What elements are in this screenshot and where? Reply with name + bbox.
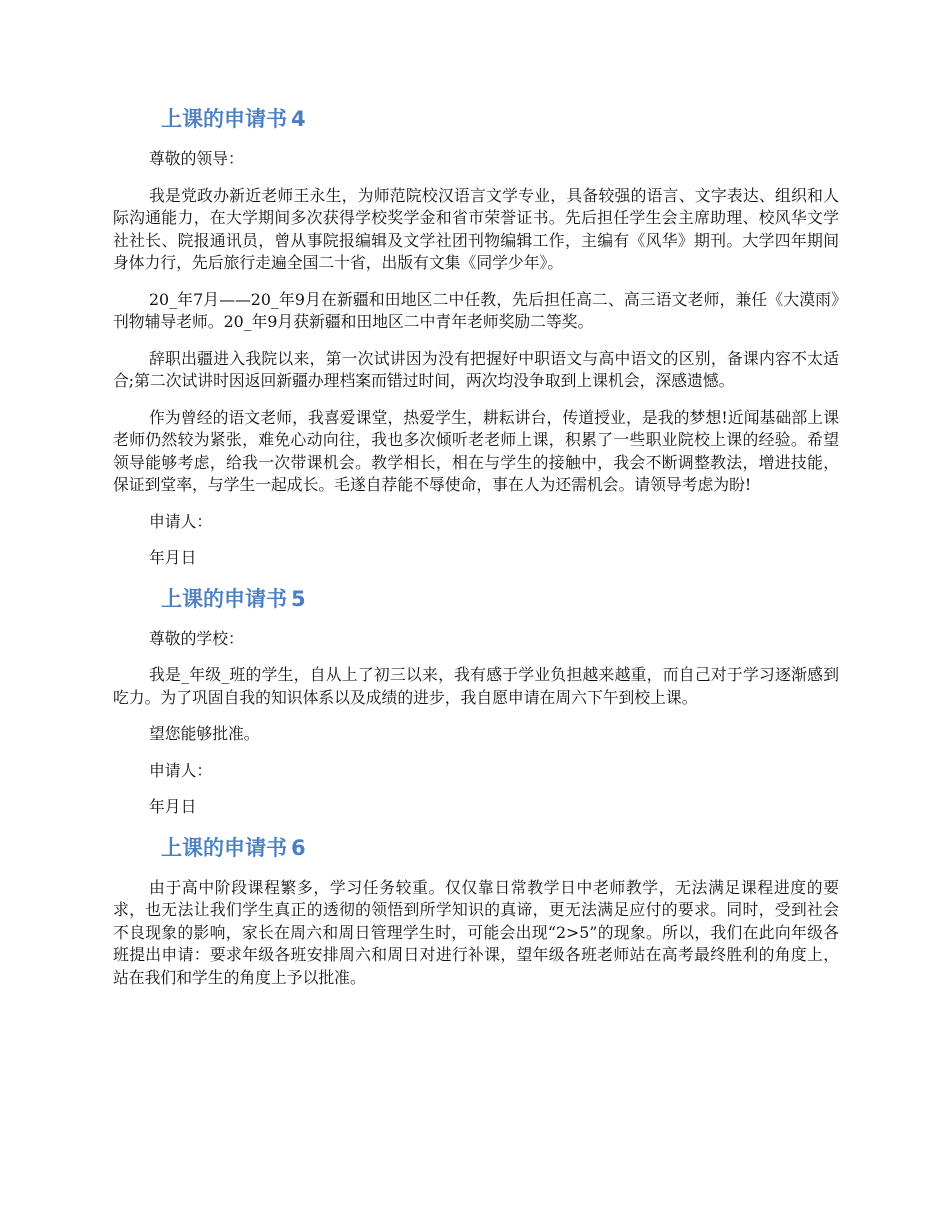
body-paragraph: 我是_年级_班的学生，自从上了初三以来，我有感于学业负担越来越重，而自己对于学习逐渐感到吃力。为了巩固自我的知识体系以及成绩的进步，我自愿申请在周六下午到校上课。 bbox=[113, 665, 839, 707]
document-page bbox=[113, 104, 839, 1003]
heading-text: 上课的申请书 bbox=[161, 107, 287, 131]
body-paragraph: 辞职出疆进入我院以来，第一次试讲因为没有把握好中职语文与高中语文的区别，备课内容不太适合;第二次试讲时因返回新疆办理档案而错过时间，两次均没争取到上课机会，深感遗憾。 bbox=[113, 348, 839, 390]
section-heading bbox=[161, 584, 839, 614]
section-5 bbox=[113, 584, 839, 819]
section-heading bbox=[161, 833, 839, 863]
applicant-line: 申请人： bbox=[149, 511, 213, 531]
heading-text: 上课的申请书 bbox=[161, 586, 287, 611]
heading-text: 上课的申请书 bbox=[161, 835, 287, 860]
heading-number: 4 bbox=[291, 107, 306, 131]
body-paragraph: 作为曾经的语文老师，我喜爱课堂，热爱学生，耕耘讲台，传道授业，是我的梦想!近闻基础部上课老师仍然较为紧张，难免心动向往，我也多次倾听老老师上课，积累了一些职业院校上课的经验。希望领导能够考虑，给我一次带课机会。教学相长，相在与学生的接触中，我会不断调整教法，增进技能，保证到堂率，与学生一起成长。毛遂自荐能不辱使命，事在人为还需机会。请领导考虑为盼! bbox=[113, 407, 839, 494]
heading-number: 6 bbox=[291, 835, 306, 860]
salutation: 尊敬的学校： bbox=[149, 628, 244, 648]
body-paragraph: 由于高中阶段课程繁多，学习任务较重。仅仅靠日常教学日中老师教学，无法满足课程进度的要求，也无法让我们学生真正的透彻的领悟到所学知识的真谛，更无法满足应付的要求。同时，受到社会不良现象的影响，家长在周六和周日管理学生时，可能会出现“2>5”的现象。所以，我们在此向年级各班提出申请：要求年级各班安排周六和周日对进行补课，望年级各班老师站在高考最终胜利的角度上，站在我们和学生的角度上予以批准。 bbox=[113, 877, 839, 987]
applicant-line: 申请人： bbox=[149, 760, 213, 780]
body-paragraph: 我是党政办新近老师王永生，为师范院校汉语言文学专业，具备较强的语言、文字表达、组织和人际沟通能力，在大学期间多次获得学校奖学金和省市荣誉证书。先后担任学生会主席助理、校风华文学社社长、院报通讯员，曾从事院报编辑及文学社团刊物编辑工作，主编有《风华》期刊。大学四年期间身体力行，先后旅行走遍全国二十省，出版有文集《同学少年》。 bbox=[113, 185, 839, 272]
salutation: 尊敬的领导： bbox=[149, 149, 244, 168]
section-4 bbox=[113, 104, 839, 570]
body-paragraph: 望您能够批准。 bbox=[149, 724, 260, 743]
body-paragraph: 20_年7月——20_年9月在新疆和田地区二中任教，先后担任高二、高三语文老师，兼任《大漠雨》刊物辅导老师。20_年9月获新疆和田地区二中青年老师奖励二等奖。 bbox=[113, 289, 839, 331]
section-6 bbox=[113, 833, 839, 990]
date-line: 年月日 bbox=[149, 797, 197, 816]
date-line: 年月日 bbox=[149, 548, 197, 567]
heading-number: 5 bbox=[291, 586, 306, 611]
section-heading bbox=[161, 104, 839, 134]
